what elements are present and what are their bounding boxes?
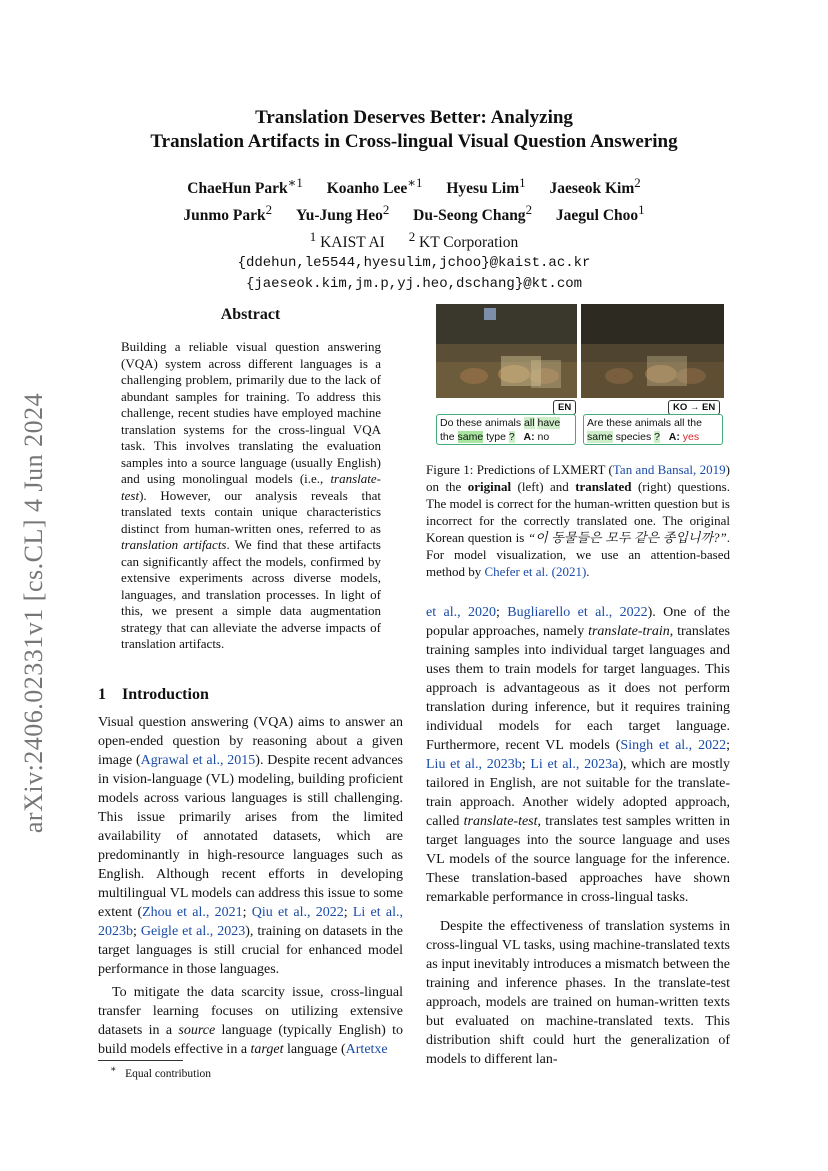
author-name: Jaeseok Kim: [549, 180, 635, 198]
question-word: ?: [508, 431, 515, 443]
abstract-body: [121, 339, 381, 653]
author-sup: 2: [525, 202, 533, 218]
abstract-text: Building a reliable visual question answering (VQA) system across different languages is a challenging problem, primarily due to the lack of abundant samples for training. To address this challenge, recent studies have employed machine translation systems for the cross-lingual VQA task. This involves translating the evaluation samples into a source language (usually English) and using monolingual models (i.e.,: [121, 339, 381, 486]
animals-photo: [581, 304, 724, 398]
text: . For model visualization, we use an attention-based method by: [426, 530, 730, 579]
paragraph: [98, 983, 403, 1059]
footnote-mark: ∗: [110, 1064, 117, 1075]
figure-1: [436, 304, 732, 445]
author-name: ChaeHun Park: [187, 180, 288, 198]
abstract-text: ). However, our analysis reveals that translated texts contain unique characteristics distinct from human-written ones, referred to as: [121, 487, 381, 536]
citation-link[interactable]: Geigle et al., 2023: [140, 924, 246, 939]
citation-link[interactable]: Qiu et al., 2022: [251, 905, 344, 920]
text: (left) and: [511, 479, 576, 494]
author-sup: 1: [638, 202, 645, 218]
question-word: Do these animals: [440, 417, 522, 429]
korean-question: “이 동물들은 모두 같은 종입니까?”: [527, 530, 727, 545]
intro-column-left: [98, 713, 403, 1059]
abstract-emphasis: translate-test: [121, 471, 381, 503]
emphasis: translate-test: [463, 814, 538, 829]
citation-link[interactable]: Li et al., 2023a: [530, 757, 619, 772]
text: ;: [242, 905, 252, 920]
citation-link[interactable]: Bugliarello et al., 2022: [507, 605, 648, 620]
title-line-2: Translation Artifacts in Cross-lingual Visual Question Answering: [150, 131, 678, 152]
question-word: same: [587, 431, 613, 443]
answer-value: yes: [682, 431, 700, 443]
paragraph: [426, 917, 730, 1069]
text: ), training on datasets in the target languages is still crucial for enhanced model performance in those languages.: [98, 924, 403, 977]
text: ;: [133, 924, 141, 939]
question-word: the: [440, 431, 455, 443]
section-title: Introduction: [122, 686, 209, 703]
citation-link[interactable]: Li et al., 2023b: [98, 905, 403, 939]
author-name: Jaegul Choo: [555, 207, 639, 225]
text: ;: [726, 738, 731, 753]
text: Figure 1: Predictions of LXMERT (: [426, 462, 613, 477]
text: ;: [343, 905, 353, 920]
author-sup: 2: [265, 202, 273, 218]
arxiv-id: arXiv:2406.02331v1 [cs.CL] 4 Jun 2024: [19, 392, 48, 834]
lang-tag-en: EN: [553, 400, 576, 415]
figure-image-translated: [581, 304, 724, 398]
citation-link[interactable]: Singh et al., 2022: [620, 738, 727, 753]
citation-link[interactable]: Agrawal et al., 2015: [140, 753, 256, 768]
citation-link[interactable]: Liu et al., 2023b: [426, 757, 522, 772]
question-word: all the: [673, 417, 702, 429]
text: ) on the: [426, 462, 730, 494]
author-name: Koanho Lee: [326, 180, 408, 198]
emphasis: translate-train: [588, 624, 670, 639]
author-name: Hyesu Lim: [446, 180, 520, 198]
text: .: [586, 564, 590, 579]
author-line-2: [0, 199, 828, 226]
author-name: Du-Seong Chang: [413, 207, 526, 225]
text: Visual question answering (VQA) aims to answer an open-ended question by reasoning about a given image (: [98, 715, 403, 768]
animals-photo: [436, 304, 577, 398]
intro-column-right: [426, 603, 730, 1069]
emphasis: target: [250, 1042, 284, 1057]
author-sup: 2: [382, 202, 390, 218]
author-sup: 2: [634, 175, 641, 190]
figure-caption: [426, 461, 730, 580]
footnote: [110, 1064, 211, 1080]
author-name: Yu-Jung Heo: [295, 207, 383, 225]
answer-value: no: [537, 431, 550, 443]
question-box-original: [436, 414, 576, 445]
answer-label: A:: [523, 431, 535, 443]
text: ), which are mostly tailored in English, are not suitable for the translate-train approach. Another widely adopted approach, called: [426, 757, 730, 829]
footnote-rule: [98, 1060, 183, 1061]
text: ). One of the popular approaches, namely: [426, 605, 730, 639]
title-line-1: Translation Deserves Better: Analyzing: [255, 107, 573, 128]
author-name: Junmo Park: [183, 207, 266, 225]
section-heading: [98, 686, 209, 704]
author-line-1: [0, 172, 828, 199]
text: To mitigate the data scarcity issue, cross-lingual transfer learning focuses on utilizing extensive datasets in a: [98, 985, 403, 1038]
question-word: Are these animals: [587, 417, 672, 429]
text: ;: [521, 757, 531, 772]
author-block: [0, 172, 828, 295]
bold-text: original: [467, 479, 512, 494]
affiliation-sup: 1: [309, 229, 317, 245]
citation-link[interactable]: et al., 2020: [426, 605, 496, 620]
question-word: type: [486, 431, 506, 443]
text: , translates training samples into individual target languages and uses them to train models for target languages. This approach is advantageous as it does not perform translation during inference, but it requires training individual models for each target language. Furthermore, recent VL models (: [426, 624, 730, 753]
abstract-heading: Abstract: [220, 306, 281, 323]
author-sup: 1: [519, 175, 526, 190]
figure-image-original: [436, 304, 577, 398]
text: ;: [495, 605, 508, 620]
citation-link[interactable]: Tan and Bansal, 2019: [612, 462, 726, 477]
paper-title: [0, 106, 828, 154]
text: language (typically English) to build models effective in a: [98, 1023, 403, 1057]
email-line: {jaeseok.kim,jm.p,yj.heo,dschang}@kt.com: [245, 276, 583, 293]
author-sup: ∗1: [287, 175, 303, 190]
question-word: have: [537, 417, 561, 429]
affiliations: [0, 226, 828, 253]
citation-link[interactable]: Chefer et al. (2021): [484, 564, 587, 579]
question-word: ?: [654, 431, 660, 443]
paragraph: [426, 603, 730, 907]
question-word: all: [524, 417, 535, 429]
lang-tag-ko-en: KO → EN: [668, 400, 720, 415]
author-sup: ∗1: [407, 175, 423, 190]
affiliation: KAIST AI: [320, 234, 385, 252]
text: (right) questions. The model is correct for the human-written question but is incorrect for the correctly translated one. The original Korean question is: [426, 479, 730, 545]
arxiv-stamp: [14, 378, 54, 848]
emphasis: source: [178, 1023, 216, 1038]
affiliation: KT Corporation: [419, 234, 519, 252]
text: , translates test samples written in target languages into the source language and uses VL models of the source language for the inference. These translation-based approaches have shown remarkable performance in cross-lingual tasks.: [426, 814, 730, 905]
answer-label: A:: [668, 431, 680, 443]
section-number: 1: [98, 686, 106, 703]
citation-link[interactable]: Zhou et al., 2021: [142, 905, 243, 920]
question-word: species: [615, 431, 652, 443]
question-box-translated: [583, 414, 723, 445]
citation-link[interactable]: Artetxe: [345, 1042, 388, 1057]
text: language (: [283, 1042, 346, 1057]
question-word: same: [457, 431, 484, 443]
paragraph: [98, 713, 403, 979]
text: ). Despite recent advances in vision-language (VL) modeling, building proficient models across various languages is still challenging. This issue primarily arises from the limited availability of annotated datasets, which are predominantly in high-resource languages such as English. Although recent efforts in developing multilingual VL models can address this issue to some extent (: [98, 753, 403, 920]
bold-text: translated: [575, 479, 632, 494]
affiliation-sup: 2: [408, 229, 416, 245]
email-line: {ddehun,le5544,hyesulim,jchoo}@kaist.ac.kr: [237, 255, 591, 272]
text: Despite the effectiveness of translation systems in cross-lingual VL tasks, using machine-translated texts as input inevitably introduces a mismatch between the training and inference phases. In the translate-test approach, models are trained on human-written texts but evaluated on machine-translated texts. This distribution shift could hurt the generalization of models to different lan-: [426, 919, 730, 1067]
abstract-text: . We find that these artifacts can significantly affect the models, confirmed by extensive experiments across diverse models, languages, and translation processes. In light of this, we present a simple data augmentation strategy that can alleviate the adverse impacts of translation artifacts.: [121, 537, 381, 651]
footnote-text: Equal contribution: [125, 1067, 212, 1080]
abstract-emphasis: translation artifacts: [121, 537, 227, 552]
